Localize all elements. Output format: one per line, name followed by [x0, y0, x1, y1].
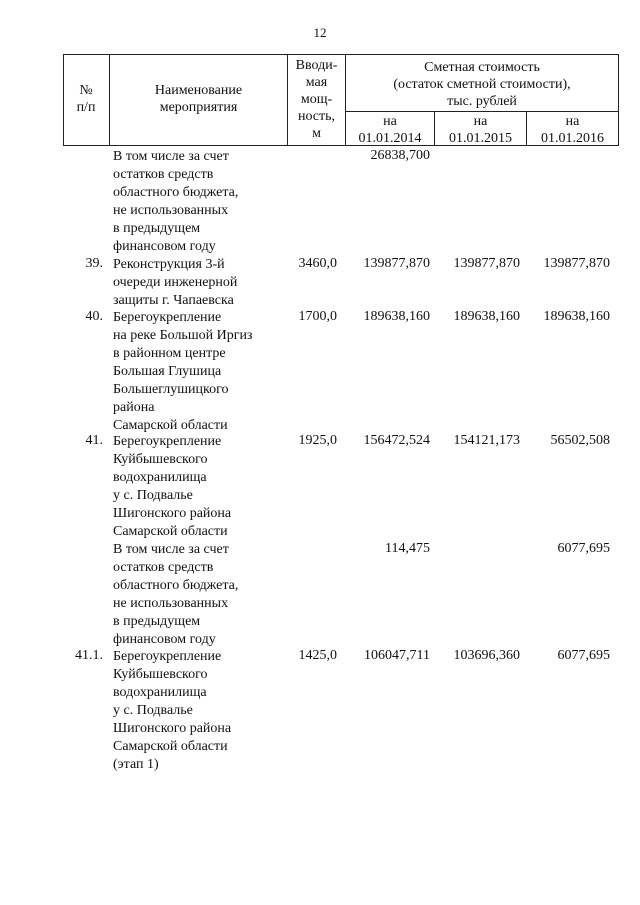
row-value-2014: 106047,711	[364, 648, 430, 663]
row-value-2014: 26838,700	[370, 148, 430, 163]
row-value-2015: 154121,173	[453, 433, 520, 448]
row-name: В том числе за счет остатков средств областного бюджета, не использованных в предыдущем финансовом году	[113, 542, 239, 647]
row-value-2015: 103696,360	[453, 648, 520, 663]
page-number: 12	[313, 25, 327, 40]
header-power: Вводи- мая мощ- ность, м	[295, 58, 338, 141]
row-name: Берегоукрепление Куйбышевского водохранилища у с. Подвалье Шигонского района Самарской области	[113, 434, 232, 539]
row-power: 1700,0	[298, 309, 337, 324]
header-date-2014: на 01.01.2014	[358, 114, 422, 146]
table-header	[63, 54, 619, 146]
row-value-2016: 6077,695	[557, 648, 610, 663]
row-name: Берегоукрепление Куйбышевского водохранилища у с. Подвалье Шигонского района Самарской области (этап 1)	[113, 649, 232, 772]
row-power: 3460,0	[298, 256, 337, 271]
header-cost: Сметная стоимость (остаток сметной стоимости), тыс. рублей	[393, 60, 571, 109]
row-value-2016: 56502,508	[550, 433, 610, 448]
row-power: 1425,0	[298, 648, 337, 663]
row-number: 40.	[85, 309, 103, 324]
row-value-2016: 139877,870	[543, 256, 610, 271]
row-value-2016: 6077,695	[557, 541, 610, 556]
row-value-2014: 114,475	[385, 541, 430, 556]
row-value-2014: 189638,160	[363, 309, 430, 324]
header-date-2016: на 01.01.2016	[541, 114, 604, 146]
row-number: 39.	[85, 256, 103, 271]
row-value-2014: 139877,870	[363, 256, 430, 271]
row-name: Реконструкция 3-й очереди инженерной защиты г. Чапаевска	[113, 257, 238, 308]
row-name: В том числе за счет остатков средств областного бюджета, не использованных в предыдущем финансовом году	[113, 149, 239, 254]
header-number: № п/п	[76, 83, 96, 115]
row-value-2015: 189638,160	[453, 309, 520, 324]
header-date-2015: на 01.01.2015	[449, 114, 512, 146]
row-value-2014: 156472,524	[363, 433, 430, 448]
row-number: 41.	[85, 433, 103, 448]
row-power: 1925,0	[298, 433, 337, 448]
row-number: 41.1.	[75, 648, 103, 663]
row-value-2016: 189638,160	[543, 309, 610, 324]
row-value-2015: 139877,870	[453, 256, 520, 271]
header-name: Наименование мероприятия	[154, 83, 243, 115]
row-name: Берегоукрепление на реке Большой Иргиз в районном центре Большая Глушица Большеглушицкого района Самарской области	[113, 310, 253, 433]
